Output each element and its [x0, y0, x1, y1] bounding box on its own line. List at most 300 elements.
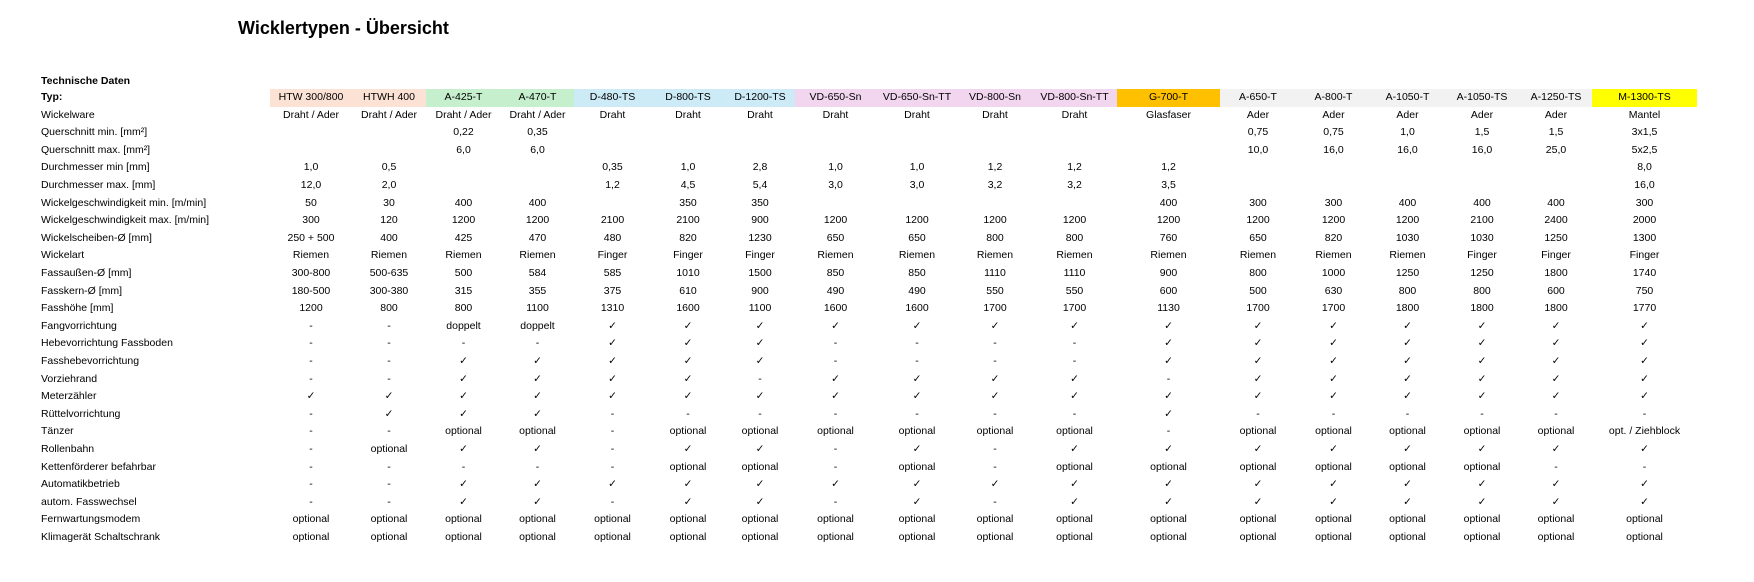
- table-cell: optional: [1315, 531, 1352, 543]
- check-icon: ✓: [683, 478, 693, 491]
- check-icon: ✓: [1477, 337, 1487, 350]
- table-cell: Riemen: [519, 249, 556, 262]
- table-cell: optional: [1537, 425, 1575, 438]
- table-row: [0, 511, 1754, 529]
- table-cell: 1250: [1470, 267, 1494, 279]
- table-cell: optional: [370, 531, 408, 543]
- table-cell: 490: [826, 284, 845, 297]
- table-row: [0, 212, 1754, 230]
- check-icon: ✓: [1640, 390, 1649, 403]
- type-header-cell: VD-800-Sn: [958, 89, 1032, 107]
- table-cell: 500: [454, 267, 473, 279]
- table-cell: -: [993, 355, 997, 367]
- table-cell: optional: [898, 531, 936, 543]
- table-cell: 300: [1249, 196, 1267, 209]
- table-cell: Draht: [747, 108, 773, 121]
- table-cell: [501, 159, 574, 177]
- table-cell: 300-800: [291, 267, 331, 279]
- table-cell: 300: [1635, 196, 1654, 209]
- check-icon: ✓: [1403, 355, 1412, 367]
- table-cell: 1130: [1157, 302, 1180, 315]
- table-cell: Ader: [1470, 108, 1494, 121]
- table-cell: optional: [741, 531, 779, 543]
- check-icon: ✓: [683, 443, 693, 455]
- check-icon: ✓: [990, 478, 1000, 491]
- table-cell: Ader: [1246, 108, 1270, 121]
- table-cell: optional: [1150, 513, 1187, 526]
- check-icon: ✓: [683, 337, 693, 350]
- check-icon: ✓: [1253, 478, 1263, 491]
- table-cell: -: [610, 460, 615, 473]
- table-cell: optional: [1056, 531, 1093, 543]
- table-cell: 2400: [1544, 214, 1568, 227]
- type-header-cell: A-650-T: [1220, 89, 1296, 107]
- check-icon: ✓: [1070, 390, 1079, 403]
- row-label: Wickelart: [41, 249, 85, 262]
- table-cell: optional: [898, 513, 936, 526]
- table-row: [0, 283, 1754, 301]
- row-label: Hebevorrichtung Fassboden: [41, 337, 173, 350]
- check-icon: ✓: [1640, 319, 1649, 332]
- table-cell: 0,22: [453, 126, 474, 139]
- table-cell: 0,35: [527, 126, 548, 139]
- table-cell: Glasfaser: [1146, 108, 1191, 121]
- table-cell: optional: [370, 443, 408, 455]
- check-icon: ✓: [1253, 372, 1263, 385]
- table-cell: [1032, 124, 1117, 142]
- table-cell: 1100: [526, 302, 549, 315]
- table-cell: -: [387, 372, 391, 385]
- table-cell: -: [993, 460, 997, 473]
- table-cell: [876, 142, 958, 160]
- table-cell: 16,0: [1471, 143, 1493, 156]
- table-cell: [795, 142, 876, 160]
- check-icon: ✓: [912, 495, 922, 508]
- table-cell: 50: [305, 196, 317, 209]
- table-cell: Draht: [1061, 108, 1088, 121]
- check-icon: ✓: [1551, 337, 1561, 350]
- table-cell: -: [1554, 460, 1558, 473]
- table-cell: [1444, 159, 1520, 177]
- table-cell: -: [833, 355, 838, 367]
- table-cell: [574, 124, 651, 142]
- check-icon: ✓: [831, 372, 840, 385]
- table-cell: Draht: [982, 108, 1008, 121]
- row-label: Meterzähler: [41, 390, 97, 403]
- table-row: [0, 459, 1754, 477]
- table-cell: optional: [1150, 460, 1187, 473]
- table-cell: 1200: [823, 214, 848, 227]
- check-icon: ✓: [608, 319, 617, 332]
- table-cell: 6,0: [456, 143, 471, 156]
- table-cell: 820: [1324, 231, 1343, 244]
- table-cell: -: [1166, 372, 1171, 385]
- check-icon: ✓: [1403, 478, 1412, 491]
- table-cell: 3,0: [828, 179, 843, 191]
- type-header-cell: VD-650-Sn: [795, 89, 876, 107]
- table-cell: [1296, 177, 1371, 195]
- table-cell: 180-500: [291, 284, 331, 297]
- row-label: Wickelscheiben-Ø [mm]: [41, 231, 152, 244]
- table-cell: 650: [908, 231, 926, 244]
- table-cell: Finger: [1629, 249, 1660, 262]
- table-cell: 1800: [1395, 302, 1420, 315]
- table-cell: optional: [741, 513, 779, 526]
- table-cell: [270, 124, 352, 142]
- check-icon: ✓: [1253, 495, 1263, 508]
- table-cell: 1700: [983, 302, 1007, 315]
- row-label: Wickelgeschwindigkeit min. [m/min]: [41, 196, 207, 209]
- table-cell: 0,75: [1323, 126, 1344, 139]
- table-cell: -: [387, 425, 391, 438]
- table-cell: 3,5: [1161, 179, 1176, 191]
- table-cell: -: [610, 495, 615, 508]
- table-cell: 1500: [748, 267, 772, 279]
- table-cell: -: [535, 337, 540, 350]
- table-cell: 400: [1547, 196, 1565, 209]
- table-row: [0, 476, 1754, 494]
- table-cell: [725, 142, 795, 160]
- table-cell: optional: [1463, 531, 1501, 543]
- table-cell: 1200: [1062, 214, 1087, 227]
- check-icon: ✓: [755, 495, 765, 508]
- table-cell: -: [758, 407, 762, 420]
- table-cell: [352, 124, 426, 142]
- table-row: [0, 406, 1754, 424]
- check-icon: ✓: [1403, 443, 1412, 455]
- check-icon: ✓: [1477, 390, 1487, 403]
- table-cell: -: [387, 337, 391, 350]
- table-cell: 800: [1065, 231, 1084, 244]
- table-cell: 550: [1065, 284, 1084, 297]
- type-header-cell: A-1250-TS: [1520, 89, 1592, 107]
- table-row: [0, 195, 1754, 213]
- check-icon: ✓: [608, 337, 617, 350]
- table-cell: Draht: [599, 108, 626, 121]
- table-cell: [958, 124, 1032, 142]
- table-cell: Draht / Ader: [435, 108, 492, 121]
- table-cell: 600: [1159, 284, 1178, 297]
- table-cell: 10,0: [1247, 143, 1269, 156]
- table-cell: 800: [380, 302, 398, 315]
- check-icon: ✓: [1329, 337, 1338, 350]
- table-cell: optional: [292, 513, 330, 526]
- table-cell: optional: [1537, 513, 1575, 526]
- table-cell: Draht: [904, 108, 930, 121]
- table-cell: 4,5: [680, 179, 696, 191]
- check-icon: ✓: [459, 443, 468, 455]
- table-cell: [651, 124, 725, 142]
- check-icon: ✓: [831, 478, 840, 491]
- table-cell: 350: [679, 196, 697, 209]
- table-cell: Riemen: [1056, 249, 1093, 262]
- row-label: Fassaußen-Ø [mm]: [41, 267, 132, 279]
- table-cell: 850: [826, 267, 845, 279]
- table-cell: 490: [908, 284, 926, 297]
- table-cell: [1117, 124, 1220, 142]
- table-row: [0, 247, 1754, 265]
- check-icon: ✓: [1640, 443, 1649, 455]
- check-icon: ✓: [1164, 355, 1173, 367]
- table-cell: -: [993, 495, 997, 508]
- table-cell: optional: [519, 425, 556, 438]
- row-label: Durchmesser max. [mm]: [41, 179, 156, 191]
- table-cell: 1110: [1063, 267, 1086, 279]
- table-cell: optional: [898, 460, 936, 473]
- check-icon: ✓: [1253, 390, 1263, 403]
- row-label: Klimagerät Schaltschrank: [41, 531, 161, 543]
- table-cell: -: [309, 425, 313, 438]
- table-cell: 400: [380, 231, 398, 244]
- check-icon: ✓: [1253, 355, 1263, 367]
- table-cell: Ader: [1396, 108, 1419, 121]
- check-icon: ✓: [1329, 372, 1338, 385]
- check-icon: ✓: [912, 443, 922, 455]
- check-icon: ✓: [1164, 495, 1173, 508]
- table-cell: 315: [454, 284, 473, 297]
- table-cell: [876, 195, 958, 213]
- check-icon: ✓: [306, 390, 316, 403]
- type-header-cell: A-800-T: [1296, 89, 1371, 107]
- check-icon: ✓: [683, 355, 693, 367]
- table-cell: [1117, 142, 1220, 160]
- table-cell: -: [915, 407, 919, 420]
- table-cell: 2100: [676, 214, 700, 227]
- table-cell: optional: [741, 460, 779, 473]
- table-cell: optional: [817, 531, 854, 543]
- table-cell: optional: [1315, 460, 1352, 473]
- check-icon: ✓: [683, 372, 693, 385]
- table-cell: optional: [445, 425, 482, 438]
- table-cell: 1,2: [987, 161, 1003, 174]
- table-cell: 1200: [525, 214, 550, 227]
- type-header-cell: D-1200-TS: [725, 89, 795, 107]
- check-icon: ✓: [459, 390, 468, 403]
- table-cell: Riemen: [370, 249, 408, 262]
- table-cell: Riemen: [445, 249, 482, 262]
- check-icon: ✓: [990, 372, 1000, 385]
- table-row: [0, 142, 1754, 160]
- table-cell: 350: [751, 196, 769, 209]
- table-cell: optional: [976, 425, 1014, 438]
- check-icon: ✓: [1329, 443, 1338, 455]
- check-icon: ✓: [1551, 355, 1561, 367]
- table-cell: 584: [528, 267, 547, 279]
- table-cell: -: [1554, 407, 1558, 420]
- table-cell: 1,0: [909, 161, 925, 174]
- table-cell: optional: [741, 425, 779, 438]
- table-cell: -: [758, 372, 762, 385]
- check-icon: ✓: [755, 337, 765, 350]
- table-cell: 1100: [748, 302, 772, 315]
- check-icon: ✓: [1164, 319, 1173, 332]
- table-cell: optional: [817, 513, 854, 526]
- table-cell: optional: [292, 531, 330, 543]
- table-cell: Finger: [1541, 249, 1571, 262]
- check-icon: ✓: [1551, 443, 1561, 455]
- check-icon: ✓: [755, 355, 765, 367]
- check-icon: ✓: [1329, 319, 1338, 332]
- table-cell: optional: [445, 513, 482, 526]
- table-cell: optional: [445, 531, 482, 543]
- check-icon: ✓: [1640, 478, 1649, 491]
- table-cell: 900: [751, 214, 769, 227]
- check-icon: ✓: [1477, 372, 1487, 385]
- table-cell: [651, 142, 725, 160]
- table-cell: optional: [669, 460, 707, 473]
- check-icon: ✓: [755, 319, 765, 332]
- type-header-cell: A-470-T: [501, 89, 574, 107]
- table-cell: [501, 177, 574, 195]
- table-cell: -: [610, 443, 615, 455]
- table-cell: optional: [519, 513, 556, 526]
- table-cell: optional: [1056, 460, 1093, 473]
- table-cell: 0,75: [1247, 126, 1269, 139]
- table-cell: [1296, 159, 1371, 177]
- type-header-cell: HTW 300/800: [270, 89, 352, 107]
- table-cell: 6,0: [530, 143, 545, 156]
- table-cell: 1700: [1321, 302, 1346, 315]
- check-icon: ✓: [384, 390, 394, 403]
- table-cell: 300: [302, 214, 320, 227]
- table-cell: [426, 159, 501, 177]
- table-cell: optional: [1056, 513, 1093, 526]
- table-cell: 5x2,5: [1631, 143, 1658, 156]
- table-cell: -: [461, 460, 466, 473]
- table-cell: -: [387, 319, 391, 332]
- table-row: [0, 230, 1754, 248]
- table-cell: -: [309, 495, 313, 508]
- table-cell: 0,5: [381, 161, 397, 174]
- table-cell: -: [833, 443, 838, 455]
- table-cell: 1030: [1470, 231, 1494, 244]
- row-label: Automatikbetrieb: [41, 478, 120, 491]
- table-cell: [1032, 195, 1117, 213]
- table-cell: 3,0: [909, 179, 925, 191]
- check-icon: ✓: [1551, 478, 1561, 491]
- table-cell: 30: [383, 196, 395, 209]
- table-cell: 585: [603, 267, 622, 279]
- table-cell: [958, 195, 1032, 213]
- table-cell: [1520, 159, 1592, 177]
- table-cell: 2100: [600, 214, 625, 227]
- table-cell: 2100: [1470, 214, 1494, 227]
- table-cell: 1250: [1544, 231, 1568, 244]
- table-cell: 5,4: [752, 179, 768, 191]
- row-label: Fasshebevorrichtung: [41, 355, 140, 367]
- table-cell: -: [833, 407, 838, 420]
- table-cell: 1310: [600, 302, 625, 315]
- row-label: Querschnitt min. [mm²]: [41, 126, 148, 139]
- row-label: Wickelware: [41, 108, 95, 121]
- table-cell: 1740: [1632, 267, 1657, 279]
- check-icon: ✓: [459, 407, 468, 420]
- check-icon: ✓: [1329, 478, 1338, 491]
- table-cell: optional: [1315, 425, 1352, 438]
- check-icon: ✓: [1477, 495, 1487, 508]
- check-icon: ✓: [533, 443, 542, 455]
- header-row: [0, 89, 1754, 107]
- table-cell: -: [1072, 355, 1077, 367]
- table-cell: optional: [1626, 531, 1663, 543]
- table-row: [0, 388, 1754, 406]
- table-cell: 1800: [1544, 267, 1568, 279]
- check-icon: ✓: [1403, 337, 1412, 350]
- check-icon: ✓: [1403, 372, 1412, 385]
- table-row: [0, 529, 1754, 547]
- check-icon: ✓: [608, 355, 617, 367]
- table-cell: Finger: [597, 249, 628, 262]
- table-cell: 500: [1249, 284, 1267, 297]
- table-cell: 500-635: [369, 267, 409, 279]
- table-cell: optional: [1056, 425, 1093, 438]
- table-cell: 1700: [1246, 302, 1270, 315]
- table-cell: 400: [454, 196, 473, 209]
- table-cell: 1600: [676, 302, 700, 315]
- table-cell: -: [1642, 460, 1647, 473]
- table-cell: Draht / Ader: [509, 108, 566, 121]
- table-row: [0, 371, 1754, 389]
- table-cell: 300: [1324, 196, 1343, 209]
- table-cell: 800: [1473, 284, 1491, 297]
- table-cell: 1200: [983, 214, 1007, 227]
- table-cell: 650: [1249, 231, 1267, 244]
- table-row: [0, 353, 1754, 371]
- check-icon: ✓: [384, 407, 394, 420]
- check-icon: ✓: [533, 372, 542, 385]
- check-icon: ✓: [459, 355, 468, 367]
- table-cell: [1371, 159, 1444, 177]
- check-icon: ✓: [683, 495, 693, 508]
- check-icon: ✓: [459, 372, 468, 385]
- row-label: Tänzer: [41, 425, 74, 438]
- table-cell: 1030: [1395, 231, 1420, 244]
- table-cell: 1800: [1544, 302, 1568, 315]
- table-cell: [1520, 177, 1592, 195]
- table-cell: optional: [669, 531, 707, 543]
- page-title: Wicklertypen - Übersicht: [238, 18, 449, 38]
- table-cell: 1700: [1062, 302, 1087, 315]
- check-icon: ✓: [1164, 407, 1173, 420]
- table-cell: 1200: [905, 214, 929, 227]
- check-icon: ✓: [608, 478, 617, 491]
- check-icon: ✓: [912, 319, 922, 332]
- table-cell: -: [309, 337, 313, 350]
- table-cell: 3x1,5: [1631, 126, 1658, 139]
- check-icon: ✓: [1551, 390, 1561, 403]
- table-cell: 1200: [1321, 214, 1346, 227]
- check-icon: ✓: [831, 319, 840, 332]
- table-cell: Finger: [673, 249, 703, 262]
- table-cell: optional: [1389, 425, 1426, 438]
- table-cell: -: [833, 337, 838, 350]
- table-cell: optional: [898, 425, 936, 438]
- check-icon: ✓: [755, 390, 765, 403]
- table-cell: 1000: [1321, 267, 1346, 279]
- table-cell: optional: [1389, 460, 1426, 473]
- type-header-cell: VD-650-Sn-TT: [876, 89, 958, 107]
- row-label: Fangvorrichtung: [41, 319, 117, 332]
- type-header-cell: HTWH 400: [352, 89, 426, 107]
- table-cell: optional: [1239, 531, 1277, 543]
- check-icon: ✓: [1070, 495, 1079, 508]
- check-icon: ✓: [1640, 372, 1649, 385]
- table-cell: -: [1256, 407, 1260, 420]
- check-icon: ✓: [1164, 478, 1173, 491]
- table-cell: -: [1072, 337, 1077, 350]
- table-cell: -: [535, 460, 540, 473]
- table-cell: optional: [1626, 513, 1663, 526]
